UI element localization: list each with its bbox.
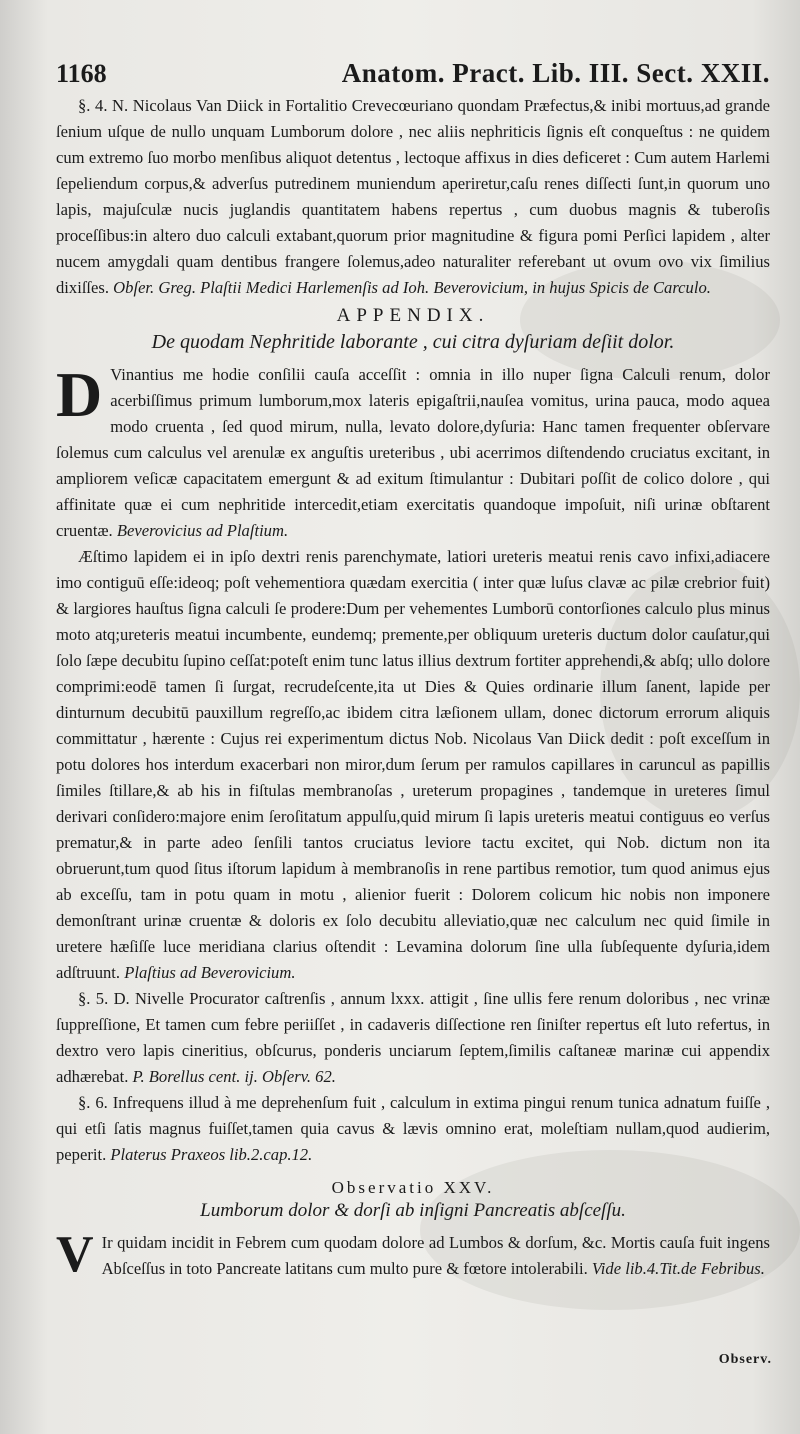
section-5-source: P. Borellus cent. ij. Obſerv. 62. <box>132 1067 336 1086</box>
section-5-text: §. 5. D. Nivelle Procurator caſtrenſis , annum lxxx. attigit , ſine ullis fere renum doloribus , nec vrinæ ſuppreſſione, Et tamen cum febre periiſſet , in cadaveris diſſectione ren ſiniſter repertus eſt luto refertus, in dextro vero lapis cineritius, obſcurus, ponderis unciarum ſeptem,ſimilis caſtaneæ marinæ cui appendix adhærebat. <box>56 989 770 1086</box>
catchword: Observ. <box>718 1352 772 1367</box>
appendix-paragraph-2 <box>56 544 770 986</box>
page-header <box>56 58 770 89</box>
section-5-paragraph <box>56 986 770 1090</box>
observatio-paragraph <box>56 1226 770 1283</box>
section-6-paragraph <box>56 1090 770 1168</box>
drop-cap-initial: D <box>56 359 103 430</box>
drop-cap-initial: V <box>56 1226 94 1283</box>
observatio-title: Lumborum dolor & dorſi ab inſigni Pancreatis abſceſſu. <box>200 1200 626 1221</box>
observatio-source: Vide lib.4.Tit.de Febribus. <box>591 1259 765 1278</box>
appendix-title: De quodam Nephritide laborante , cui citra dyſuriam deſiit dolor. <box>151 331 675 353</box>
section-4-paragraph <box>56 93 770 301</box>
appendix-para1-text: Vinantius me hodie conſilii cauſa acceſſit : omnia in illo nuper ſigna Calculi renum, dolor acerbiſſimus primum lumborum,mox lateris epigaſtrii,nauſea vomitus, urina pauca, modo aquea modo cruenta , ſed quod mirum, nulla, levato dolore,dyſuria: Hanc tamen frequenter obſervare ſolemus cum calculus vel arenulæ ex anguſtis ureteribus , ubi acerrimos diſtendendo cruciatus excitant, in ampliorem veſicæ capacitatem emergunt & ad exitum ſtimulantur : Dubitari poſſit de colico dolore , qui affinitate quæ ei cum nephritide intercedit,etiam exercitatis quandoque impoſuit, niſi urinæ obſtarent cruentæ. <box>56 365 770 540</box>
appendix-para2-text: Æſtimo lapidem ei in ipſo dextri renis parenchymate, latiori ureteris meatui renis cavo infixi,adiacere imo contiguū eſſe:ideoq; poſt vehementiora quædam exercitia ( inter quæ luſus clavæ ac pilæ crebrior fuit) & largiores hauſtus ſigna calculi ſe prodere:Dum per vehementes Lumborū contorſiones calculo plus minus moto atq;ureteris meatui incumbente, eundemq; premente,per obliquum ureteris ductum dolor cauſatur,qui ſolo ſæpe decubitu ſupino ceſſat:poteſt enim tunc latus illius dextrum fortiter apprehendi,& abſq; ullo dolore comprimi:eodē tamen ſi ſurgat, recrudeſcente,ita ut Dies & Quies ordinarie illum ſanent, lapide per dinturnum decubitū pauxillum regreſſo,ac ibidem citra læſionem ullam, donec dictorum errorum aliquis committatur , hærente : Cujus rei experimentum dictus Nob. Nicolaus Van Diick dedit : poſt exceſſum in potu dolores hos interdum exacerbari non miror,dum ſerum per ramulos capillares in caruncul as papillis ſimiles ſtillare,& ab his in fiſtulas membranoſas , ureterum propagines , tandemque in ureteres ſimul derivari conſidero:majore enim ſeroſitatum appulſu,quid mirum ſi lapis ureteris meatui contiguus eo verſus prematur,& in parte adeo ſenſili tantos cruciatus leviore tactu excitet, qui Nob. dictum non ita obruerunt,tum quod ſitus iſtorum lapidum à membranoſis in rene partibus remotior, tum quod animus ejus ab exceſſu, tam in potu quam in motu , alienior fuerit : Dolorem colicum hic nobis non imponere demonſtrant urinæ cruentæ & doloris ex ſolo decubitu alleviatio,quæ nec calculum nec quid ſimile in uretere hæſiſſe luce meridiana clarius oſtendit : Levamina dolorum ſine ulla ſubſequente dyſuria,idem adſtruunt. <box>56 547 770 982</box>
section-4-text: §. 4. N. Nicolaus Van Diick in Fortalitio Crevecœuriano quondam Præfectus,& inibi mortuus,ad grande ſenium uſque de nullo unquam Lumborum dolore , nec aliis nephriticis ſignis eſt conqueſtus : ne quidem cum extremo ſuo morbo menſibus aliquot detentus , lectoque affixus in dies deficeret : Cum autem Harlemi ſepeliendum corpus,& adverſus putredinem muniendum aperiretur,caſu renes diſſecti ſunt,in quorum uno lapis, majuſculæ nucis juglandis quantitatem habens repertus , cum duobus magnis & tuberoſis proceſſibus:in altero duo calculi extabant,quorum prior magnitudine & figura pomi Perſici lapidem , alter nucem amygdali quam dentibus frangere ſolemus,adeo naturaliter referebant ut ovum ovo vix ſimilius dixiſſes. <box>56 96 770 297</box>
appendix-para2-source: Plaſtius ad Beverovicium. <box>124 963 296 982</box>
page-number: 1168 <box>56 59 107 88</box>
text-column <box>56 58 770 1282</box>
appendix-heading: APPENDIX. <box>336 305 490 326</box>
appendix-paragraph-1 <box>56 359 770 544</box>
running-title: Anatom. Pract. Lib. III. Sect. XXII. <box>341 58 770 88</box>
section-6-source: Platerus Praxeos lib.2.cap.12. <box>110 1145 313 1164</box>
section-6-text: §. 6. Infrequens illud à me deprehenſum fuit , calculum in extima pingui renum tunica adnatum fuiſſe , qui etſi ſatis magnus fuiſſet,tamen quia cavus & lævis omnino erat, moleſtiam nullam,quod audierim, peperit. <box>56 1093 770 1164</box>
observatio-heading: Observatio XXV. <box>331 1178 495 1197</box>
appendix-para1-source: Beverovicius ad Plaſtium. <box>116 521 289 540</box>
section-4-source: Obſer. Greg. Plaſtii Medici Harlemenſis ad Ioh. Beverovicium, in hujus Spicis de Carculo. <box>113 278 711 297</box>
observatio-text: Ir quidam incidit in Febrem cum quodam dolore ad Lumbos & dorſum, &c. Mortis cauſa fuit ingens Abſceſſus in toto Pancreate latitans cum multo pure & fœtore intolerabili. <box>101 1233 770 1278</box>
